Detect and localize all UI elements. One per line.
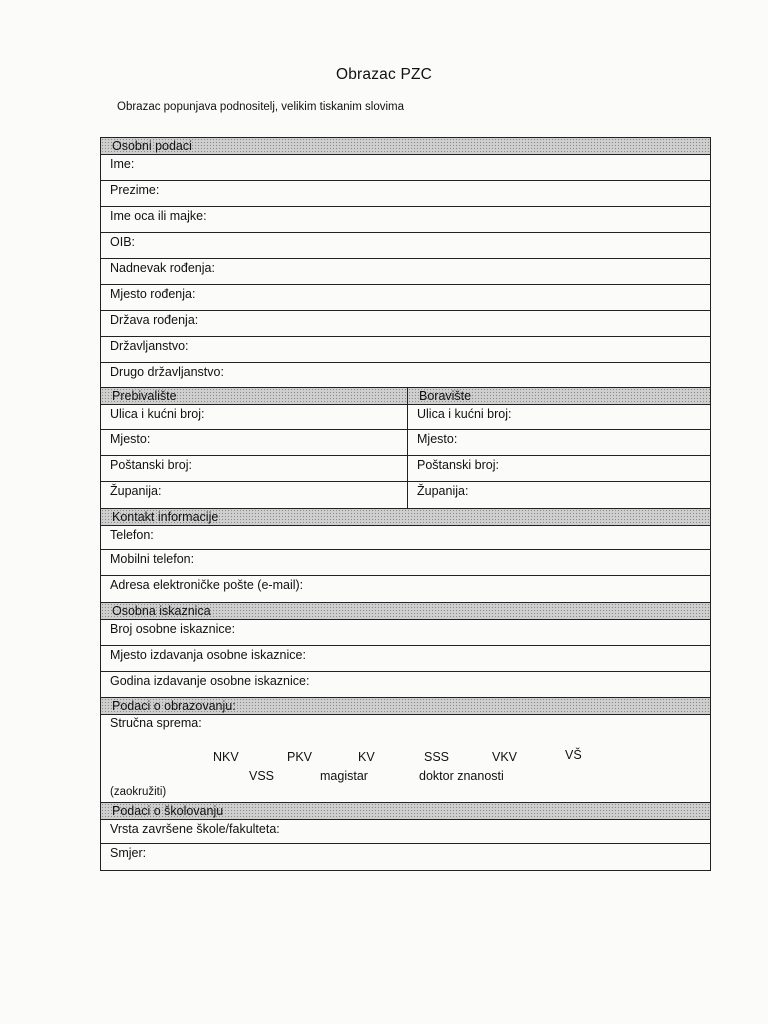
field-birth-country[interactable]: Država rođenja: — [101, 311, 710, 337]
field-stay-city[interactable]: Mjesto: — [408, 430, 710, 456]
option-kv[interactable]: KV — [358, 750, 375, 764]
field-residence-county[interactable]: Županija: — [110, 484, 162, 498]
option-pkv[interactable]: PKV — [287, 750, 313, 764]
residence-column — [101, 388, 407, 508]
field-stay-postcode[interactable]: Poštanski broj: — [408, 456, 710, 482]
field-id-issue-year[interactable]: Godina izdavanje osobne iskaznice: — [101, 672, 710, 698]
field-email[interactable]: Adresa elektroničke pošte (e-mail): — [101, 576, 710, 603]
stay-column — [407, 388, 710, 508]
option-sss[interactable]: SSS — [424, 750, 450, 764]
circle-instruction: (zaokružiti) — [110, 786, 167, 798]
field-second-citizenship[interactable]: Drugo državljanstvo: — [101, 363, 710, 388]
option-doktor-znanosti[interactable]: doktor znanosti — [419, 769, 504, 783]
education-qualification-block — [101, 715, 710, 803]
section-header-stay: Boravište — [408, 388, 710, 405]
option-vss[interactable]: VSS — [249, 769, 275, 783]
section-header-contact: Kontakt informacije — [101, 509, 710, 526]
field-id-number[interactable]: Broj osobne iskaznice: — [101, 620, 710, 646]
option-magistar[interactable]: magistar — [320, 769, 368, 783]
field-birth-place[interactable]: Mjesto rođenja: — [101, 285, 710, 311]
section-header-residence: Prebivalište — [101, 388, 407, 405]
qualification-label: Stručna sprema: — [110, 716, 202, 730]
form-table — [100, 137, 711, 871]
field-mobile[interactable]: Mobilni telefon: — [101, 550, 710, 576]
field-phone[interactable]: Telefon: — [101, 526, 710, 550]
option-vs[interactable]: VŠ — [565, 748, 582, 762]
section-header-id-card: Osobna iskaznica — [101, 603, 710, 620]
section-header-personal: Osobni podaci — [101, 138, 710, 155]
section-header-education: Podaci o obrazovanju: — [101, 698, 710, 715]
field-residence-city[interactable]: Mjesto: — [101, 430, 407, 456]
field-residence-street[interactable]: Ulica i kućni broj: — [101, 405, 407, 430]
field-residence-postcode[interactable]: Poštanski broj: — [101, 456, 407, 482]
field-stay-county[interactable]: Županija: — [417, 484, 469, 498]
field-study-direction[interactable]: Smjer: — [110, 846, 147, 860]
form-title: Obrazac PZC — [335, 66, 433, 83]
field-citizenship[interactable]: Državljanstvo: — [101, 337, 710, 363]
field-birth-date[interactable]: Nadnevak rođenja: — [101, 259, 710, 285]
form-instructions: Obrazac popunjava podnositelj, velikim tiskanim slovima — [117, 101, 404, 113]
option-vkv[interactable]: VKV — [492, 750, 518, 764]
field-parent-name[interactable]: Ime oca ili majke: — [101, 207, 710, 233]
field-school-type[interactable]: Vrsta završene škole/fakulteta: — [101, 820, 710, 844]
field-stay-street[interactable]: Ulica i kućni broj: — [408, 405, 710, 430]
field-ime[interactable]: Ime: — [101, 155, 710, 181]
address-sections — [101, 388, 710, 509]
field-oib[interactable]: OIB: — [101, 233, 710, 259]
section-header-schooling: Podaci o školovanju — [101, 803, 710, 820]
option-nkv[interactable]: NKV — [213, 750, 239, 764]
field-id-issue-place[interactable]: Mjesto izdavanja osobne iskaznice: — [101, 646, 710, 672]
field-prezime[interactable]: Prezime: — [101, 181, 710, 207]
